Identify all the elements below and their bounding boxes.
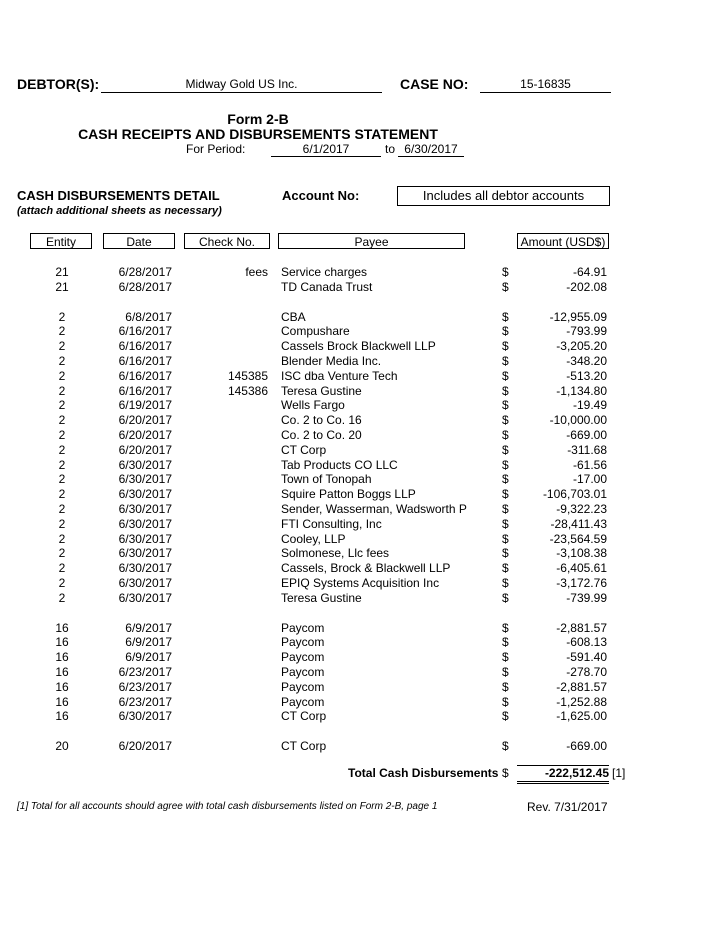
cell-date: 6/30/2017 (118, 561, 172, 575)
form-title: CASH RECEIPTS AND DISBURSEMENTS STATEMENT (78, 126, 438, 142)
cell-entity: 16 (55, 695, 69, 709)
cell-dollar-sign: $ (502, 576, 509, 590)
cell-amount: -669.00 (566, 739, 607, 753)
cell-amount: -202.08 (566, 280, 607, 294)
cell-dollar-sign: $ (502, 384, 509, 398)
cell-entity: 2 (58, 487, 66, 501)
table-row (0, 384, 714, 398)
cell-entity: 2 (58, 517, 66, 531)
cell-payee: Paycom (281, 680, 325, 694)
period-start: 6/1/2017 (271, 142, 381, 157)
cell-payee: CT Corp (281, 739, 327, 753)
cell-dollar-sign: $ (502, 665, 509, 679)
cell-date: 6/30/2017 (118, 502, 172, 516)
table-row (0, 398, 714, 412)
cell-date: 6/16/2017 (118, 324, 172, 338)
cell-dollar-sign: $ (502, 517, 509, 531)
cell-date: 6/30/2017 (118, 517, 172, 531)
cell-check-no: 145386 (227, 384, 268, 398)
cell-dollar-sign: $ (502, 310, 509, 324)
cell-date: 6/16/2017 (118, 384, 172, 398)
cell-dollar-sign: $ (502, 398, 509, 412)
cell-dollar-sign: $ (502, 650, 509, 664)
debtor-value: Midway Gold US Inc. (101, 77, 382, 93)
period-end: 6/30/2017 (398, 142, 464, 157)
cell-amount: -278.70 (566, 665, 607, 679)
cell-date: 6/9/2017 (125, 635, 172, 649)
cell-entity: 16 (55, 665, 69, 679)
col-date-header: Date (103, 233, 175, 249)
table-row (0, 709, 714, 723)
cell-entity: 2 (58, 443, 66, 457)
cell-dollar-sign: $ (502, 413, 509, 427)
cell-payee: Solmonese, Llc fees (281, 546, 390, 560)
cell-date: 6/23/2017 (118, 680, 172, 694)
cell-date: 6/8/2017 (125, 310, 172, 324)
cell-date: 6/30/2017 (118, 591, 172, 605)
table-row (0, 546, 714, 560)
period-to: to (385, 142, 396, 156)
cell-dollar-sign: $ (502, 428, 509, 442)
col-entity-header: Entity (30, 233, 92, 249)
cell-amount: -64.91 (572, 265, 607, 279)
table-row (0, 354, 714, 368)
cell-entity: 2 (58, 369, 66, 383)
table-row (0, 739, 714, 753)
cell-payee: CT Corp (281, 709, 327, 723)
table-row (0, 472, 714, 486)
cell-amount: -3,172.76 (556, 576, 607, 590)
cell-dollar-sign: $ (502, 621, 509, 635)
cell-amount: -311.68 (567, 443, 607, 457)
cell-date: 6/30/2017 (118, 709, 172, 723)
col-amount-header: Amount (USD$) (517, 233, 609, 249)
cell-dollar-sign: $ (502, 354, 509, 368)
cell-payee: Compushare (281, 324, 350, 338)
cell-dollar-sign: $ (502, 502, 509, 516)
cell-payee: Teresa Gustine (281, 591, 362, 605)
cell-entity: 2 (58, 532, 66, 546)
cell-dollar-sign: $ (502, 739, 509, 753)
cell-entity: 16 (55, 709, 69, 723)
table-row (0, 265, 714, 279)
cell-date: 6/30/2017 (118, 472, 172, 486)
cell-dollar-sign: $ (502, 546, 509, 560)
table-row (0, 428, 714, 442)
cell-dollar-sign: $ (502, 591, 509, 605)
cell-entity: 21 (55, 265, 69, 279)
cell-payee: TD Canada Trust (281, 280, 373, 294)
cell-payee: Paycom (281, 621, 325, 635)
table-row (0, 532, 714, 546)
cell-payee: Town of Tonopah (281, 472, 372, 486)
cell-entity: 2 (58, 561, 66, 575)
cell-entity: 2 (58, 502, 66, 516)
cell-amount: -1,625.00 (556, 709, 607, 723)
account-value: Includes all debtor accounts (397, 186, 610, 206)
cell-entity: 2 (58, 384, 66, 398)
table-row (0, 680, 714, 694)
cell-amount: -3,108.38 (556, 546, 607, 560)
cell-payee: ISC dba Venture Tech (281, 369, 398, 383)
cell-dollar-sign: $ (502, 280, 509, 294)
cell-date: 6/23/2017 (118, 665, 172, 679)
case-value: 15-16835 (480, 77, 611, 93)
cell-amount: -739.99 (566, 591, 607, 605)
cell-entity: 16 (55, 680, 69, 694)
cell-date: 6/30/2017 (118, 458, 172, 472)
cell-date: 6/28/2017 (118, 280, 172, 294)
table-row (0, 369, 714, 383)
cell-payee: Paycom (281, 650, 325, 664)
table-row (0, 280, 714, 294)
cell-amount: -669.00 (566, 428, 607, 442)
cell-payee: Cassels, Brock & Blackwell LLP (281, 561, 451, 575)
cell-date: 6/19/2017 (118, 398, 172, 412)
cell-dollar-sign: $ (502, 458, 509, 472)
debtor-label: DEBTOR(S): (17, 76, 100, 92)
total-note-ref: [1] (612, 766, 626, 780)
cell-entity: 2 (58, 576, 66, 590)
cell-entity: 2 (58, 398, 66, 412)
cell-payee: Paycom (281, 695, 325, 709)
cell-entity: 16 (55, 635, 69, 649)
table-row (0, 695, 714, 709)
cell-date: 6/28/2017 (118, 265, 172, 279)
cell-amount: -6,405.61 (556, 561, 607, 575)
cell-payee: Cooley, LLP (281, 532, 346, 546)
cell-payee: Paycom (281, 635, 325, 649)
cell-amount: -2,881.57 (556, 621, 607, 635)
cell-check-no: 145385 (227, 369, 268, 383)
cell-amount: -19.49 (572, 398, 607, 412)
table-row (0, 310, 714, 324)
revision-date: Rev. 7/31/2017 (527, 800, 608, 814)
case-label: CASE NO: (400, 76, 469, 92)
cell-amount: -1,134.80 (556, 384, 607, 398)
cell-date: 6/20/2017 (118, 413, 172, 427)
table-row (0, 339, 714, 353)
cell-amount: -591.40 (566, 650, 607, 664)
cell-payee: Service charges (281, 265, 368, 279)
cell-amount: -513.20 (566, 369, 607, 383)
cell-entity: 2 (58, 428, 66, 442)
cell-dollar-sign: $ (502, 680, 509, 694)
cell-dollar-sign: $ (502, 339, 509, 353)
table-row (0, 413, 714, 427)
cell-payee: Wells Fargo (281, 398, 345, 412)
total-label: Total Cash Disbursements (348, 766, 499, 780)
cell-dollar-sign: $ (502, 695, 509, 709)
table-row (0, 517, 714, 531)
table-row (0, 591, 714, 605)
total-amount: -222,512.45 (517, 765, 609, 784)
cell-date: 6/9/2017 (125, 650, 172, 664)
cell-amount: -28,411.43 (550, 517, 607, 531)
section-subtitle: (attach additional sheets as necessary) (17, 205, 222, 217)
table-row (0, 458, 714, 472)
cell-payee: Paycom (281, 665, 325, 679)
cell-dollar-sign: $ (502, 369, 509, 383)
table-row (0, 487, 714, 501)
cell-entity: 2 (58, 413, 66, 427)
cell-amount: -23,564.59 (549, 532, 607, 546)
table-row (0, 576, 714, 590)
cell-date: 6/30/2017 (118, 532, 172, 546)
cell-entity: 2 (58, 458, 66, 472)
cell-entity: 16 (55, 621, 69, 635)
table-row (0, 502, 714, 516)
footnote: [1] Total for all accounts should agree with total cash disbursements listed on Form 2-B, page 1 (17, 801, 438, 812)
table-row (0, 443, 714, 457)
cell-payee: Blender Media Inc. (281, 354, 382, 368)
cell-amount: -2,881.57 (556, 680, 607, 694)
cell-amount: -608.13 (566, 635, 607, 649)
period-label: For Period: (186, 142, 246, 156)
cell-dollar-sign: $ (502, 324, 509, 338)
cell-date: 6/16/2017 (118, 339, 172, 353)
col-payee-header: Payee (278, 233, 465, 249)
cell-date: 6/16/2017 (118, 354, 172, 368)
cell-entity: 16 (55, 650, 69, 664)
cell-amount: -61.56 (572, 458, 607, 472)
cell-payee: Co. 2 to Co. 20 (281, 428, 362, 442)
cell-dollar-sign: $ (502, 709, 509, 723)
cell-payee: Sender, Wasserman, Wadsworth P (281, 502, 467, 516)
cell-check-no: fees (245, 265, 268, 279)
cell-dollar-sign: $ (502, 561, 509, 575)
cell-payee: CT Corp (281, 443, 327, 457)
cell-amount: -1,252.88 (556, 695, 607, 709)
cell-amount: -10,000.00 (549, 413, 607, 427)
form-number: Form 2-B (227, 111, 289, 127)
cell-payee: Co. 2 to Co. 16 (281, 413, 362, 427)
cell-entity: 20 (55, 739, 69, 753)
cell-payee: Teresa Gustine (281, 384, 362, 398)
cell-entity: 2 (58, 591, 66, 605)
cell-date: 6/30/2017 (118, 546, 172, 560)
cell-amount: -9,322.23 (556, 502, 607, 516)
cell-dollar-sign: $ (502, 487, 509, 501)
cell-payee: CBA (281, 310, 306, 324)
table-row (0, 324, 714, 338)
cell-payee: Tab Products CO LLC (281, 458, 398, 472)
cell-amount: -12,955.09 (549, 310, 607, 324)
cell-date: 6/20/2017 (118, 739, 172, 753)
cell-payee: Squire Patton Boggs LLP (281, 487, 416, 501)
table-row (0, 665, 714, 679)
cell-dollar-sign: $ (502, 635, 509, 649)
cell-entity: 2 (58, 546, 66, 560)
cell-date: 6/30/2017 (118, 487, 172, 501)
cell-dollar-sign: $ (502, 443, 509, 457)
cell-dollar-sign: $ (502, 532, 509, 546)
col-check-header: Check No. (184, 233, 270, 249)
cell-amount: -348.20 (566, 354, 607, 368)
table-row (0, 635, 714, 649)
cell-amount: -106,703.01 (542, 487, 607, 501)
cell-date: 6/9/2017 (125, 621, 172, 635)
cell-date: 6/30/2017 (118, 576, 172, 590)
cell-entity: 2 (58, 472, 66, 486)
table-row (0, 621, 714, 635)
cell-entity: 2 (58, 310, 66, 324)
cell-dollar-sign: $ (502, 472, 509, 486)
cell-date: 6/23/2017 (118, 695, 172, 709)
cell-amount: -3,205.20 (556, 339, 607, 353)
cell-payee: Cassels Brock Blackwell LLP (281, 339, 436, 353)
cell-entity: 21 (55, 280, 69, 294)
cell-payee: EPIQ Systems Acquisition Inc (281, 576, 440, 590)
cell-payee: FTI Consulting, Inc (281, 517, 382, 531)
cell-amount: -17.00 (572, 472, 607, 486)
table-row (0, 650, 714, 664)
cell-date: 6/20/2017 (118, 443, 172, 457)
cell-entity: 2 (58, 354, 66, 368)
cell-dollar-sign: $ (502, 265, 509, 279)
total-dollar: $ (502, 766, 509, 780)
cell-date: 6/20/2017 (118, 428, 172, 442)
account-label: Account No: (282, 188, 360, 203)
table-row (0, 561, 714, 575)
cell-amount: -793.99 (566, 324, 607, 338)
section-title: CASH DISBURSEMENTS DETAIL (17, 188, 220, 203)
cell-entity: 2 (58, 339, 66, 353)
cell-date: 6/16/2017 (118, 369, 172, 383)
cell-entity: 2 (58, 324, 66, 338)
